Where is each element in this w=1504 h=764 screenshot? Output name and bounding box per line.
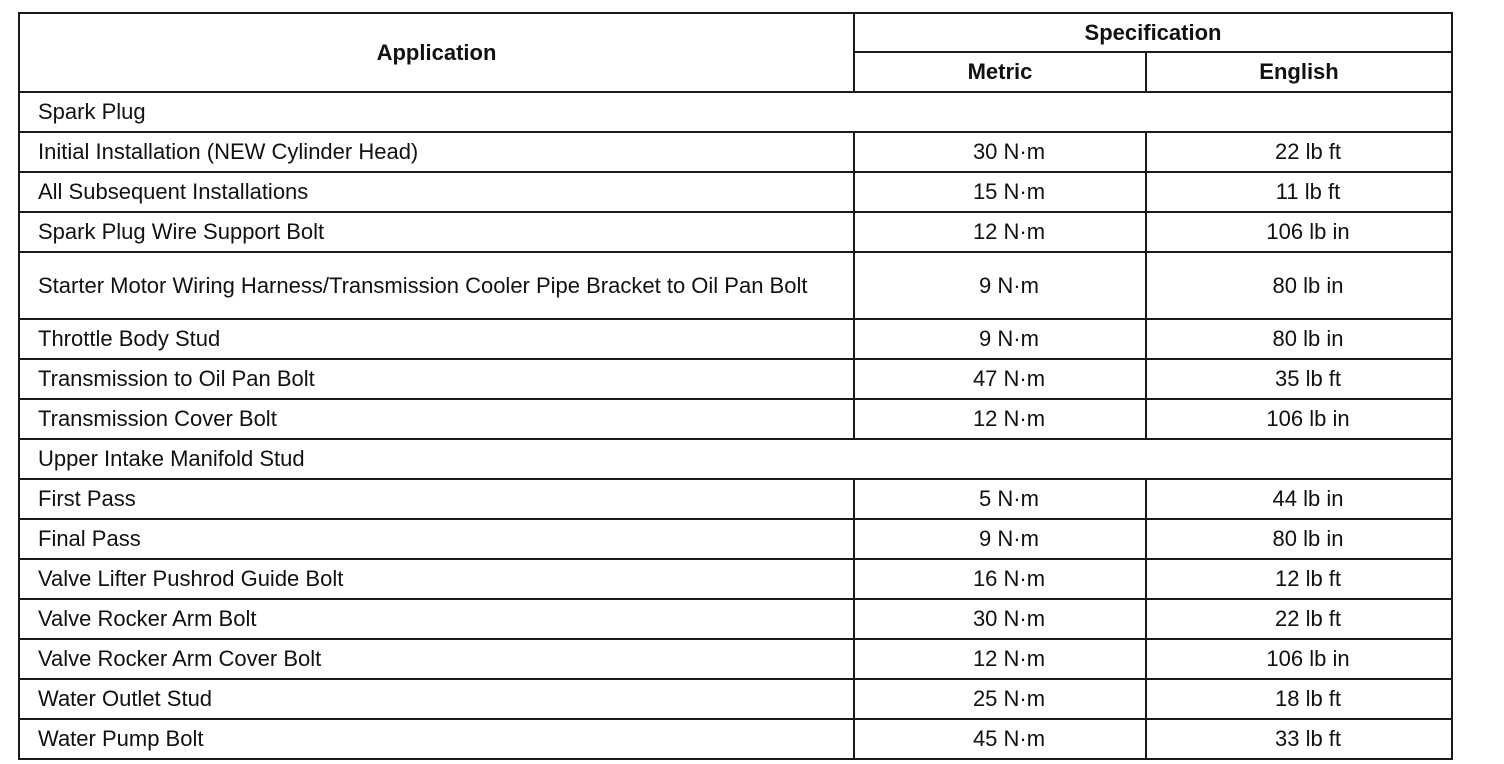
table-row [19, 212, 1452, 252]
english-cell: 106 lb in [1146, 212, 1452, 252]
english-cell: 35 lb ft [1146, 359, 1452, 399]
application-cell: Valve Rocker Arm Cover Bolt [19, 639, 854, 679]
table-row [19, 132, 1452, 172]
table-row [19, 252, 1452, 319]
english-cell: 18 lb ft [1146, 679, 1452, 719]
application-cell: Starter Motor Wiring Harness/Transmission Cooler Pipe Bracket to Oil Pan Bolt [19, 252, 854, 319]
table-row [19, 399, 1452, 439]
metric-cell: 9 N·m [854, 519, 1146, 559]
metric-cell: 5 N·m [854, 479, 1146, 519]
english-cell: 80 lb in [1146, 252, 1452, 319]
table-row [19, 172, 1452, 212]
application-cell: Valve Rocker Arm Bolt [19, 599, 854, 639]
english-cell: 11 lb ft [1146, 172, 1452, 212]
application-header: Application [19, 13, 854, 92]
table-body [19, 92, 1452, 759]
metric-cell: 30 N·m [854, 132, 1146, 172]
metric-cell: 15 N·m [854, 172, 1146, 212]
metric-cell: 47 N·m [854, 359, 1146, 399]
english-cell: 44 lb in [1146, 479, 1452, 519]
metric-cell: 12 N·m [854, 639, 1146, 679]
table-row [19, 639, 1452, 679]
application-cell: Transmission to Oil Pan Bolt [19, 359, 854, 399]
application-cell: Water Outlet Stud [19, 679, 854, 719]
application-cell: Spark Plug [19, 92, 1452, 132]
metric-cell: 45 N·m [854, 719, 1146, 759]
table-row [19, 359, 1452, 399]
table-row [19, 719, 1452, 759]
table-row [19, 679, 1452, 719]
application-cell: Spark Plug Wire Support Bolt [19, 212, 854, 252]
application-cell: Initial Installation (NEW Cylinder Head) [19, 132, 854, 172]
english-cell: 80 lb in [1146, 319, 1452, 359]
torque-specification-table [18, 12, 1453, 760]
table-row [19, 519, 1452, 559]
english-cell: 22 lb ft [1146, 599, 1452, 639]
metric-cell: 9 N·m [854, 319, 1146, 359]
english-header: English [1146, 52, 1452, 92]
table-group-row [19, 92, 1452, 132]
application-cell: Throttle Body Stud [19, 319, 854, 359]
metric-cell: 16 N·m [854, 559, 1146, 599]
application-cell: First Pass [19, 479, 854, 519]
metric-cell: 9 N·m [854, 252, 1146, 319]
table-group-row [19, 439, 1452, 479]
metric-header: Metric [854, 52, 1146, 92]
metric-cell: 12 N·m [854, 212, 1146, 252]
specification-header: Specification [854, 13, 1452, 52]
application-cell: Valve Lifter Pushrod Guide Bolt [19, 559, 854, 599]
table-row [19, 479, 1452, 519]
table-row [19, 559, 1452, 599]
english-cell: 106 lb in [1146, 639, 1452, 679]
metric-cell: 25 N·m [854, 679, 1146, 719]
application-cell: All Subsequent Installations [19, 172, 854, 212]
application-cell: Water Pump Bolt [19, 719, 854, 759]
application-cell: Transmission Cover Bolt [19, 399, 854, 439]
english-cell: 12 lb ft [1146, 559, 1452, 599]
table-row [19, 599, 1452, 639]
metric-cell: 30 N·m [854, 599, 1146, 639]
english-cell: 106 lb in [1146, 399, 1452, 439]
english-cell: 80 lb in [1146, 519, 1452, 559]
application-cell: Final Pass [19, 519, 854, 559]
english-cell: 22 lb ft [1146, 132, 1452, 172]
table-row [19, 319, 1452, 359]
application-cell: Upper Intake Manifold Stud [19, 439, 1452, 479]
metric-cell: 12 N·m [854, 399, 1146, 439]
english-cell: 33 lb ft [1146, 719, 1452, 759]
